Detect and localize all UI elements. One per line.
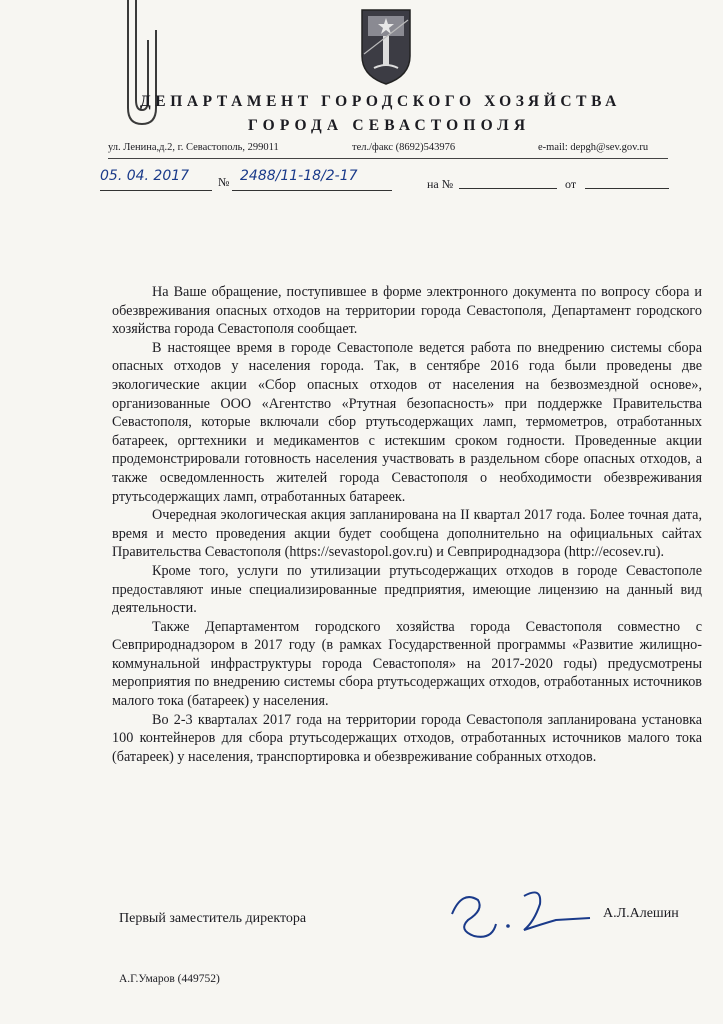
- department-email: e-mail: depgh@sev.gov.ru: [538, 142, 649, 153]
- letter-number: 2488/11-18/2-17: [240, 168, 358, 184]
- city-emblem-icon: [358, 6, 414, 86]
- header-divider: [108, 158, 668, 159]
- number-label: №: [218, 175, 230, 189]
- letter-date: 05. 04. 2017: [100, 168, 190, 184]
- from-underline: [585, 188, 669, 189]
- department-address: ул. Ленина,д.2, г. Севастополь, 299011: [108, 142, 279, 153]
- in-reply-underline: [459, 188, 557, 189]
- body-paragraph: Кроме того, услуги по утилизации ртутьсодержащих отходов в городе Севастополе предоставляют иные специализированные предприятия, имеющие лицензию на данный вид деятельности.: [112, 562, 702, 617]
- in-reply-label: на №: [427, 177, 454, 191]
- body-paragraph: На Ваше обращение, поступившее в форме электронного документа по вопросу сбора и обезвреживания опасных отходов на территории города Севастополя, Департамент городского хозяйства города Севастополя сообщает.: [112, 284, 702, 338]
- signer-name: А.Л.Алешин: [603, 906, 679, 921]
- body-paragraph: Также Департаментом городского хозяйства города Севастополя совместно с Севприроднадзором в 2017 году (в рамках Государственной программы «Развитие жилищно-коммунальной инфраструктуры города Севастополя» на 2017-2020 годы) предусмотрены мероприятия по внедрению системы сбора ртутьсодержащих отходов, отработанных источников малого тока (батареек) у населения.: [112, 618, 702, 710]
- number-underline: [232, 190, 392, 191]
- executor-info: А.Г.Умаров (449752): [119, 973, 220, 985]
- from-label: от: [565, 177, 577, 191]
- handwritten-signature: [444, 884, 594, 944]
- department-phone: тел./факс (8692)543976: [352, 142, 456, 153]
- body-paragraph: Очередная экологическая акция запланирована на II квартал 2017 года. Более точная дата, время и место проведения акции будет сообщена дополнительно на официальных сайтах Правительства Севастополя (https://sevastopol.gov.ru) и Севприроднадзора (http://ecosev.ru).: [112, 507, 702, 561]
- body-paragraph: В настоящее время в городе Севастополе ведется работа по внедрению системы сбора опасных отходов у населения города. Так, в сентябре 2016 года были проведены две экологические акции «Сбор опасных отходов от населения на безвозмездной основе», организованные ООО «Агентство «Ртутная безопасность» при поддержке Правительства Севастополя, которые включали сбор ртутьсодержащих ламп, термометров, отработанных батареек, оргтехники и медикаментов с истекшим сроком годности. Проведенные акции продемонстрировали готовность населения участвовать в раздельном сборе опасных отходов, а также осведомленность жителей города Севастополя о необходимости обезвреживания ртутьсодержащих ламп, отработанных батареек.: [112, 339, 702, 505]
- department-city: ГОРОДА СЕВАСТОПОЛЯ: [248, 117, 531, 134]
- body-paragraph: Во 2-3 кварталах 2017 года на территории города Севастополя запланирована установка 100 контейнеров для сбора ртутьсодержащих отходов, отработанных источников малого тока (батареек) у населения, транспортировка и обезвреживание собранных отходов.: [112, 711, 702, 765]
- letter-body: [112, 283, 702, 766]
- department-name: ДЕПАРТАМЕНТ ГОРОДСКОГО ХОЗЯЙСТВА: [140, 93, 621, 110]
- signer-position: Первый заместитель директора: [119, 911, 307, 926]
- date-underline: [100, 190, 212, 191]
